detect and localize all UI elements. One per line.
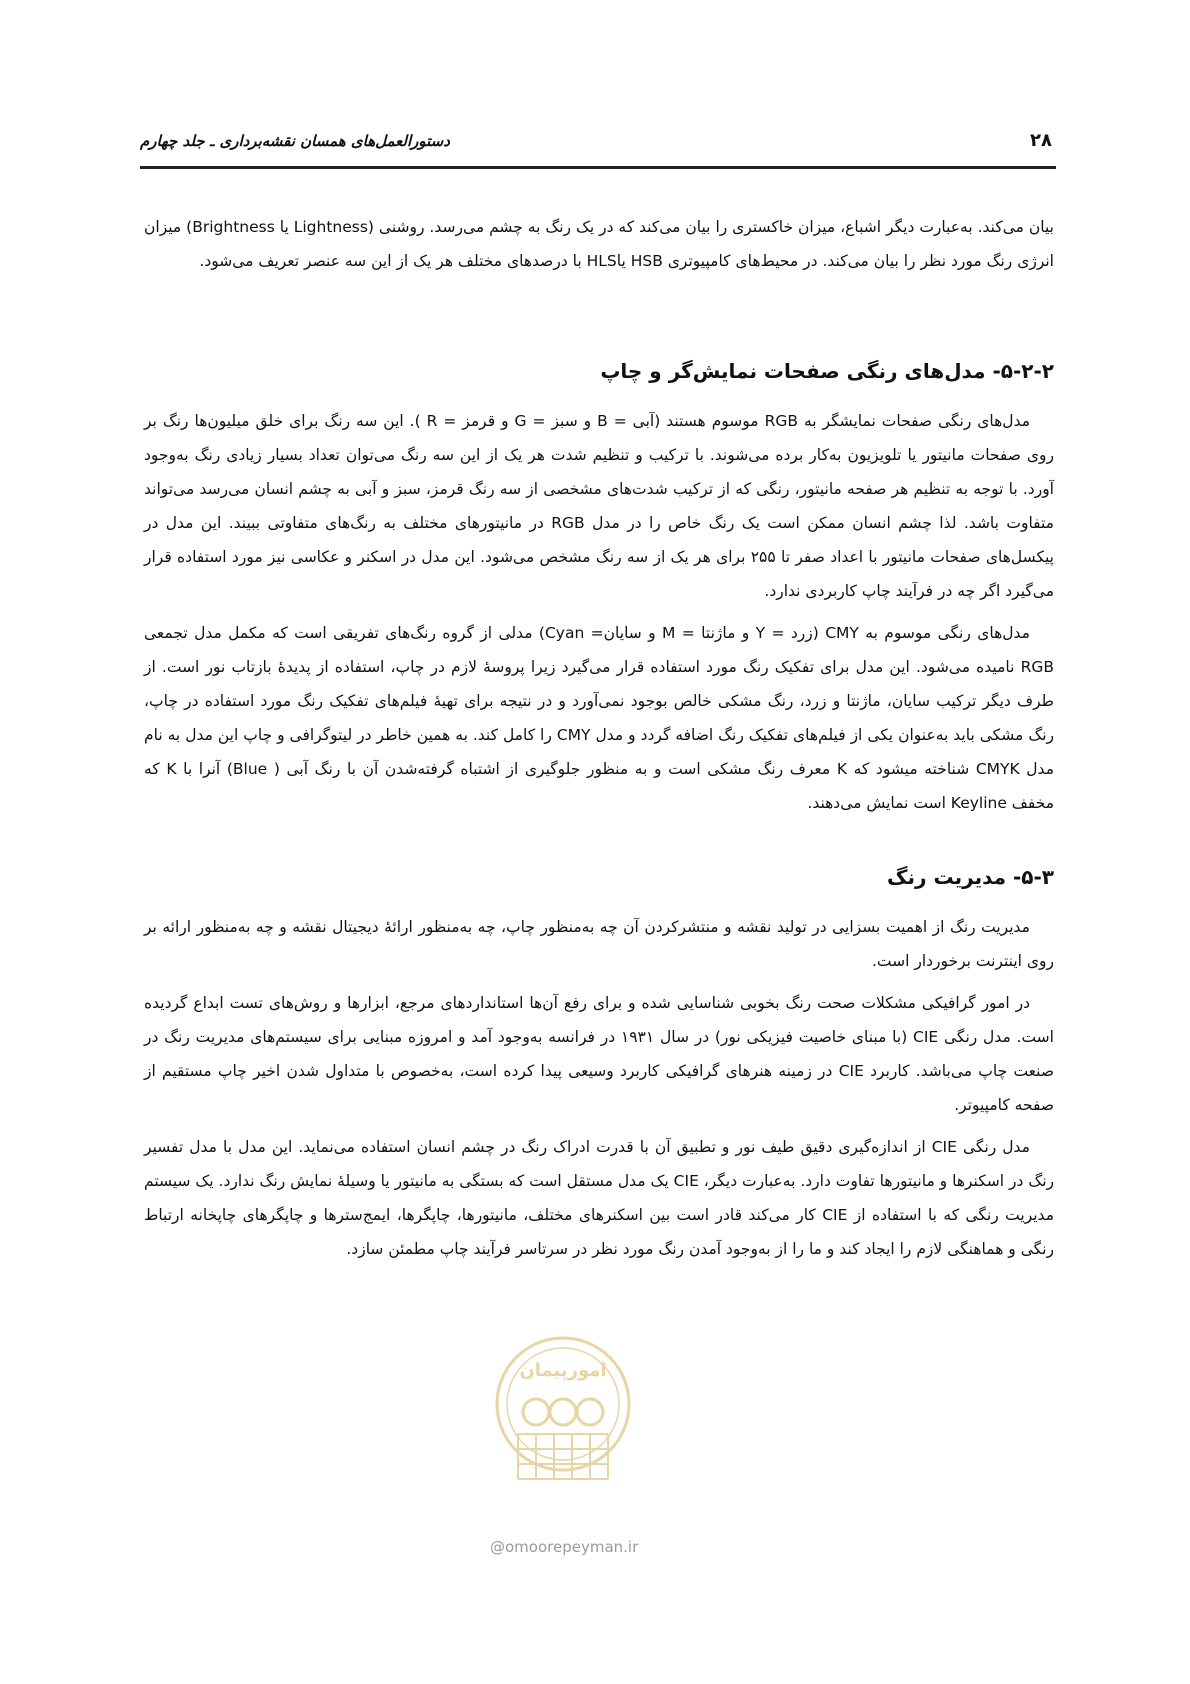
paragraph-cie-model: مدل رنگی CIE از اندازه‌گیری دقیق طیف نور و تطبیق آن با قدرت ادراک رنگ در چشم انسان استفاده می‌نماید. این مدل با مدل تفسیر رنگ در اسکنرها و مانیتورها تفاوت دارد. به‌عبارت دیگر، CIE یک مدل مستقل است که بستگی به مانیتور یا وسیلهٔ نمایش رنگ ندارد. یک سیستم مدیریت رنگی که با استفاده از CIE کار می‌کند قادر است بین اسکنرهای مختلف، مانیتورها، چاپگرها، ایمج‌سترها و چاپگرهای چاپخانه ارتباط رنگی و هماهنگی لازم را ایجاد کند و ما را از به‌وجود آمدن رنگ مورد نظر در سرتاسر فرآیند چاپ مطمئن سازد. <box>144 1138 1055 1258</box>
at-icon: @ <box>490 1538 505 1556</box>
watermark-logo-icon <box>488 1334 638 1494</box>
running-title: دستورالعمل‌های همسان نقشه‌برداری ـ جلد چهارم <box>140 132 450 150</box>
paragraph-rgb: مدل‌های رنگی صفحات نمایشگر به RGB موسوم هستند (آبی = B و سبز = G و قرمز = R ). این سه رنگ برای خلق میلیون‌ها رنگ بر روی صفحات مانیتور یا تلویزیون به‌کار برده می‌شوند. با ترکیب و تنظیم شدت هر یک از این سه رنگ می‌توان تعداد بسیار زیادی رنگ به‌وجود آورد. با توجه به تنظیم هر صفحه مانیتور، رنگی که از ترکیب شدت‌های مشخصی از سه رنگ قرمز، سبز و آبی به چشم انسان می‌رسد می‌تواند متفاوت باشد. لذا چشم انسان ممکن است یک رنگ خاص را در مدل RGB در مانیتورهای مختلف به رنگ‌های متفاوتی ببیند. این مدل در پیکسل‌های صفحات مانیتور با اعداد صفر تا ۲۵۵ برای هر یک از سه رنگ مشخص می‌شود. این مدل در اسکنر و عکاسی نیز مورد استفاده قرار می‌گیرد اگر چه در فرآیند چاپ کاربردی ندارد. <box>144 412 1054 600</box>
watermark-url: @omoorepeyman.ir <box>490 1538 639 1556</box>
section-heading-5-3: ۵-۳- مدیریت رنگ <box>886 865 1054 889</box>
intro-paragraph: بیان می‌کند. به‌عبارت دیگر اشباع، میزان خاکستری را بیان می‌کند که در یک رنگ به چشم می‌رسد. روشنی (Lightness یا Brightness) میزان انرژی رنگ مورد نظر را بیان می‌کند. در محیط‌های کامپیوتری HSB یاHLS با درصدهای مختلف هر یک از این سه عنصر تعریف می‌شود. <box>144 218 1054 270</box>
section-heading-5-2-2: ۵-۲-۲- مدل‌های رنگی صفحات نمایش‌گر و چاپ <box>600 359 1054 383</box>
page-number: ۲۸ <box>1030 130 1052 151</box>
page-body <box>144 210 1054 1274</box>
watermark-logo-text: امورپیمان <box>519 1360 607 1381</box>
paragraph-cie-history: در امور گرافیکی مشکلات صحت رنگ بخوبی شناسایی شده و برای رفع آن‌ها استانداردهای مرجع، ابزارها و روش‌های تست ابداع گردیده است. مدل رنگی CIE (با مبنای خاصیت فیزیکی نور) در سال ۱۹۳۱ در فرانسه به‌وجود آمد و امروزه مبنایی برای سیستم‌های مدیریت رنگ در صنعت چاپ می‌باشد. کاربرد CIE در زمینه هنرهای گرافیکی کاربرد وسیعی پیدا کرده است، به‌خصوص با متداول شدن اخیر چاپ مستقیم از صفحه کامپیوتر. <box>144 994 1054 1114</box>
running-header <box>140 128 1056 169</box>
paragraph-color-management: مدیریت رنگ از اهمیت بسزایی در تولید نقشه و منتشرکردن آن چه به‌منظور چاپ، چه به‌منظور ارائهٔ دیجیتال نقشه و چه به‌منظور ارائه بر روی اینترنت برخوردار است. <box>144 918 1054 970</box>
paragraph-cmy: مدل‌های رنگی موسوم به CMY (زرد = Y و ماژنتا = M و سایان= Cyan) مدلی از گروه رنگ‌های تفریقی است که مکمل مدل تجمعی RGB نامیده می‌شود. این مدل برای تفکیک رنگ مورد استفاده قرار می‌گیرد زیرا پروسهٔ لازم در چاپ، استفاده از پدیدهٔ بازتاب نور است. از طرف دیگر ترکیب سایان، ماژنتا و زرد، رنگ مشکی خالص بوجود نمی‌آورد و در نتیجه برای تهیهٔ فیلم‌های تفکیک رنگ مورد استفاده در چاپ، رنگ مشکی باید به‌عنوان یکی از فیلم‌های تفکیک رنگ اضافه گردد و مدل CMY را کامل کند. به همین خاطر در لیتوگرافی و چاپ این مدل به نام مدل CMYK شناخته میشود که K معرف رنگ مشکی است و به منظور جلوگیری از اشتباه گرفته‌شدن آن با رنگ آبی ( Blue) آنرا با K که مخفف Keyline است نمایش می‌دهند. <box>144 624 1054 812</box>
